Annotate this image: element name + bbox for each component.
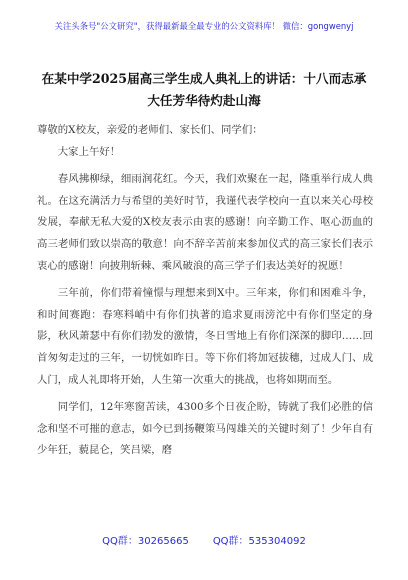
greeting: 大家上午好！	[57, 145, 121, 158]
paragraph-3: 同学们，12年寒窗苦读，4300多个日夜企盼，铸就了我们必胜的信念和坚不可摧的意志，如今已到扬鞭策马闯雄关的关键时刻了！少年自有少年狂，藐昆仑，笑吕梁，磨	[37, 401, 373, 457]
title-line-2: 大任芳华待灼赴山海	[147, 93, 261, 108]
salutation: 尊敬的X校友，亲爱的老师们、家长们、同学们：	[37, 124, 263, 136]
qq-group-2: QQ群：535304092	[212, 536, 306, 547]
qq-group-1: QQ群：30265665	[102, 536, 189, 547]
document-title	[30, 68, 378, 112]
paragraph-1: 春风拂柳绿，细雨润花红。今天，我们欢聚在一起，隆重举行成人典礼。在这充满活力与希望的美好时节，我谨代表学校向一直以来关心母校发展，奉献无私大爱的X校友表示由衷的感谢！向辛勤工作、呕心沥血的高三老师们致以崇高的敬意！向不辞辛苦前来参加仪式的高三家长们表示衷心的感谢！向披荆斩棘、乘风破浪的高三学子们表达美好的祝愿！	[37, 173, 373, 272]
title-line-1: 在某中学2025届高三学生成人典礼上的讲话：十八而志承	[41, 71, 367, 86]
paragraph-2: 三年前，你们带着憧憬与理想来到X中。三年来，你们和困难斗争，和时间赛跑：春寒料峭中有你们执著的追求夏雨滂沱中有你们坚定的身影，秋风萧瑟中有你们勃发的激情，冬日雪地上有你们深深的脚印……回首匆匆走过的三年，一切恍如昨日。等下你们将加冠拔穗，过成人门、成人门，成人礼即将开始，人生第一次重大的挑战，也将如期而至。	[37, 287, 373, 386]
document-body	[37, 120, 373, 462]
contact-footer	[0, 532, 408, 547]
source-banner: 关注头条号"公文研究"，获得最新最全最专业的公文资料库！ 微信：gongwenyj	[54, 21, 354, 31]
